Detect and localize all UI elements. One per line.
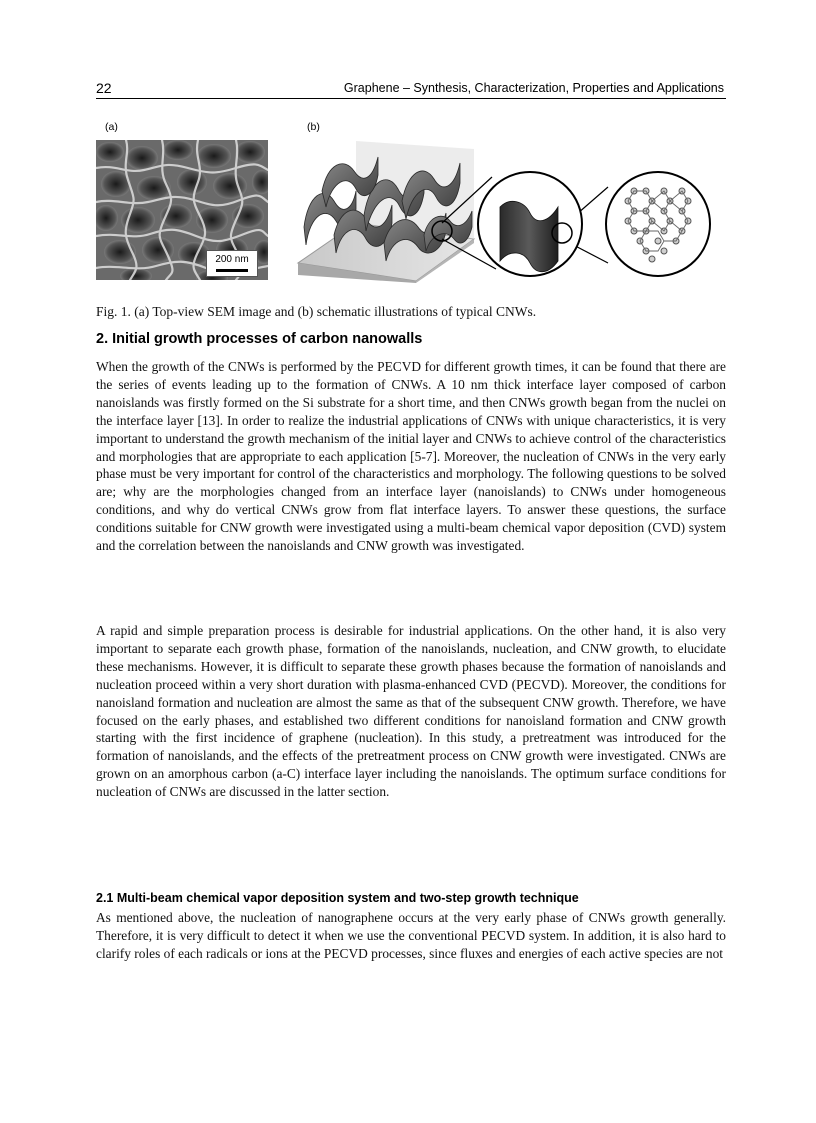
- scale-bar-line: [216, 269, 248, 272]
- section-title: 2. Initial growth processes of carbon nanowalls: [96, 331, 423, 347]
- page-header: [96, 80, 726, 99]
- paragraph-3: As mentioned above, the nucleation of nanographene occurs at the very early phase of CNWs growth generally. Therefore, it is very difficult to detect it when we use the conventional PECVD system. In addition, it is also hard to clarify roles of each radicals or ions at the PECVD processes, since fluxes and energies of each active species are not: [96, 910, 726, 961]
- subsection-title: 2.1 Multi-beam chemical vapor deposition system and two-step growth technique: [96, 891, 579, 905]
- running-title: Graphene – Synthesis, Characterization, Properties and Applications: [343, 81, 724, 95]
- panel-a-label: (a): [105, 121, 118, 133]
- cnw-schematic: [296, 135, 726, 283]
- figure-caption: Fig. 1. (a) Top-view SEM image and (b) schematic illustrations of typical CNWs.: [96, 303, 537, 319]
- schematic-drawing: [296, 135, 726, 283]
- paragraph-1: When the growth of the CNWs is performed by the PECVD for different growth times, it can be found that there are the series of events leading up to the formation of CNWs. A 10 nm thick interface layer composed of carbon nanoislands was firstly formed on the Si substrate for a short time, and then CNWs growth began from the nuclei on the interface layer [13]. In order to realize the industrial applications of CNWs with unique characteristics, it is very important to understand the growth mechanism of the initial layer and CNWs to achieve control of the characteristics and morphologies that are appropriate to each application [5-7]. Moreover, the nucleation of CNWs in the very early phase must be very important for control of the characteristics and morphology. The following questions to be solved are; why are the morphologies changed from an interface layer (nanoislands) to CNWs under homogeneous conditions, and why do vertical CNWs grow from flat interface layers. To answer these questions, the surface conditions suitable for CNW growth were investigated using a multi-beam chemical vapor deposition (CVD) system and the correlation between the nanoislands and CNW growth was investigated.: [96, 359, 726, 554]
- scale-bar-label: 200 nm: [215, 254, 249, 265]
- panel-b-label: (b): [307, 121, 320, 133]
- paragraph-2: A rapid and simple preparation process is desirable for industrial applications. On the other hand, it is also very important to separate each growth phase, formation of the nanoislands, nucleation, and CNW growth, to elucidate these mechanisms. However, it is difficult to separate these growth phases because the formation of nanoislands and nucleation proceed within a very short duration with plasma-enhanced CVD (PECVD). Moreover, the conditions for nanoisland formation and nucleation are almost the same as that of the subsequent CNW growth. Therefore, we have focused on the early phases, and established two different conditions for nanoisland formation and CNW growth starting with the first incidence of graphene (nucleation). In this study, a pretreatment was introduced for the formation of nanoislands, and the effects of the pretreatment process on CNW growth were investigated. CNWs are grown on an amorphous carbon (a-C) interface layer including the nanoislands. The optimum surface conditions for nucleation of CNWs are discussed in the latter section.: [96, 623, 726, 800]
- scale-bar: [206, 250, 258, 277]
- page-number: 22: [96, 80, 112, 96]
